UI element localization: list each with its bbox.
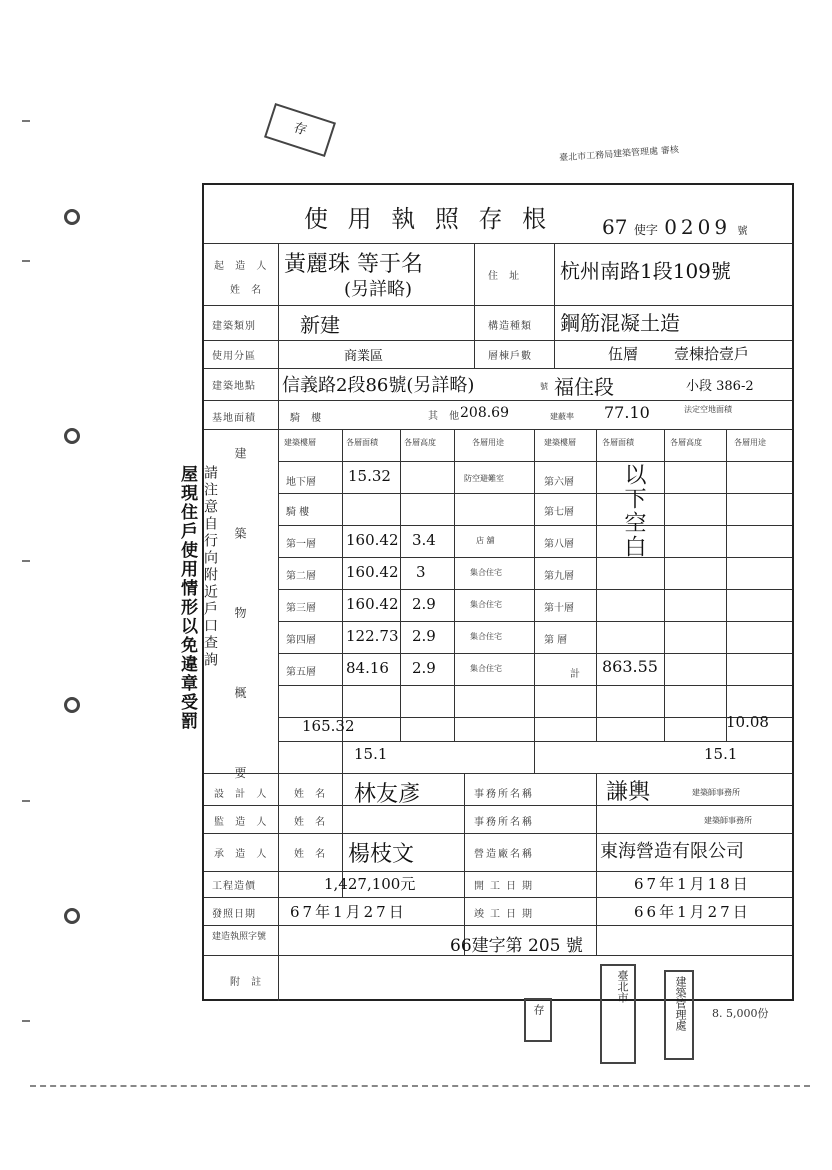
builder-name-label: 姓 名 <box>230 285 266 296</box>
completion-date-label: 竣工日期 <box>474 909 538 920</box>
bottom-stamp <box>524 998 552 1042</box>
outdoor-space-value: 10.08 <box>726 713 769 731</box>
outline-label: 建 築 物 概 要 <box>233 447 247 811</box>
bottom-stamp-text: 臺北市 <box>616 970 629 1003</box>
license-number-block <box>602 215 747 239</box>
form-title: 使 用 執 照 存 根 <box>304 205 553 233</box>
designer-name: 林友彥 <box>354 782 421 807</box>
location-label: 建築地點 <box>212 381 256 392</box>
use-zone-label: 使用分區 <box>212 351 256 362</box>
cost-value: 1,427,100元 <box>324 875 416 893</box>
floor-use: 集合住宅 <box>470 632 502 641</box>
total-area-value: 863.55 <box>602 657 658 676</box>
floor-use: 店 舖 <box>476 536 495 545</box>
floor-height: 2.9 <box>412 627 436 645</box>
other-label: 其 他 <box>428 411 464 422</box>
total-area-label: 計 <box>570 669 580 680</box>
bottom-stamp <box>664 970 694 1060</box>
floor-height: 2.9 <box>412 659 436 677</box>
col-height-header: 各層高度 <box>404 438 436 447</box>
top-stamp-text: 臺北市工務局建築管理處 審核 <box>558 145 680 164</box>
floor-name: 第四層 <box>286 635 316 646</box>
margin-note <box>175 465 200 731</box>
permit-no-label: 建造執照字號 <box>212 932 267 942</box>
floor-use: 集合住宅 <box>470 600 502 609</box>
col-area-header: 各層面積 <box>346 438 378 447</box>
bottom-stamp <box>600 964 636 1064</box>
margin-note-text: 屋現住戶使用情形以免違章受罰 <box>177 465 197 731</box>
designer-office-suffix: 建築師事務所 <box>692 788 740 797</box>
floors-label: 層棟戶數 <box>488 351 532 362</box>
contractor-name-label: 姓 名 <box>294 849 330 860</box>
binding-mark <box>22 800 30 802</box>
start-date-value: 67年1月18日 <box>634 875 751 893</box>
remarks-label: 附 註 <box>230 977 266 988</box>
license-number: 0209 <box>664 215 732 239</box>
permit-number: 66建字第 205 號 <box>450 936 583 956</box>
floor-name: 騎 樓 <box>286 507 310 518</box>
height-total: 15.1 <box>354 745 388 763</box>
bottom-stamp-text: 存 <box>532 1004 545 1015</box>
builder-name: 黃麗珠 等于名 <box>284 252 423 277</box>
binding-mark <box>22 560 30 562</box>
height-total-2: 15.1 <box>704 745 738 763</box>
corner-stamp <box>264 103 336 157</box>
coverage-value: 77.10 <box>604 403 650 422</box>
floor-name: 地下層 <box>286 477 316 488</box>
col-height2-header: 各層高度 <box>670 438 702 447</box>
floor-height: 3.4 <box>412 531 436 549</box>
supervisor-office: 建築師事務所 <box>704 816 752 825</box>
floor-area: 160.42 <box>346 595 399 613</box>
punch-hole <box>64 209 80 225</box>
floor-name-right: 第八層 <box>544 539 574 550</box>
designer-name-label: 姓 名 <box>294 789 330 800</box>
floor-name: 第五層 <box>286 667 316 678</box>
floors-value: 伍層 <box>608 345 639 363</box>
floor-name-right: 第六層 <box>544 477 574 488</box>
binding-mark <box>22 1020 30 1022</box>
completion-date-value: 66年1月27日 <box>634 903 751 921</box>
location-value: 信義路2段86號(另詳略) <box>282 375 475 396</box>
supervisor-label: 監 造 人 <box>214 817 271 828</box>
floor-use: 集合住宅 <box>470 664 502 673</box>
location-suffix: 號 <box>540 382 548 391</box>
contractor-company-label: 營造廠名稱 <box>474 849 534 860</box>
floor-name-right: 第十層 <box>544 603 574 614</box>
floor-height: 2.9 <box>412 595 436 613</box>
basement-area: 165.32 <box>302 717 355 735</box>
right-blank-note: 以下空白 <box>621 463 646 559</box>
structure-type-label: 構造種類 <box>488 321 532 332</box>
floor-area: 160.42 <box>346 563 399 581</box>
floor-name: 第二層 <box>286 571 316 582</box>
floor-name-right: 第九層 <box>544 571 574 582</box>
start-date-label: 開工日期 <box>474 881 538 892</box>
col-floor-header: 建築樓層 <box>284 438 316 447</box>
margin-note-2-text: 請注意自行向附近戶口查詢 <box>202 465 218 669</box>
floor-use: 集合住宅 <box>470 568 502 577</box>
lot-value: 小段 386-2 <box>686 379 754 394</box>
binding-mark <box>22 260 30 262</box>
floor-area: 84.16 <box>346 659 389 677</box>
col-area2-header: 各層面積 <box>602 438 634 447</box>
arcade-label: 騎 樓 <box>290 413 326 424</box>
designer-office-label: 事務所名稱 <box>474 789 534 800</box>
floor-use: 防空避難室 <box>464 474 504 483</box>
address-value: 杭州南路1段109號 <box>560 259 731 283</box>
license-suffix: 號 <box>737 226 748 237</box>
builder-label: 起 造 人 <box>214 261 271 272</box>
floor-area: 15.32 <box>348 467 391 485</box>
corner-stamp-text: 存 <box>291 120 309 139</box>
punch-hole <box>64 428 80 444</box>
contractor-label: 承 造 人 <box>214 849 271 860</box>
punch-hole <box>64 697 80 713</box>
floor-name: 第一層 <box>286 539 316 550</box>
floor-name-right: 第七層 <box>544 507 574 518</box>
builder-name-2: (另詳略) <box>344 279 413 300</box>
approval-date-label: 發照日期 <box>212 909 256 920</box>
use-zone-value: 商業區 <box>344 349 384 364</box>
structure-type-value: 鋼筋混凝土造 <box>560 311 680 335</box>
approval-date-value: 67年1月27日 <box>290 903 407 921</box>
bottom-scan-line <box>30 1085 810 1087</box>
location-section: 福住段 <box>554 375 614 399</box>
legal-open-label: 法定空地面積 <box>684 405 732 414</box>
bottom-stamp-text: 建築管理處 <box>674 976 687 1031</box>
floor-name: 第三層 <box>286 603 316 614</box>
building-class-label: 建築類別 <box>212 321 256 332</box>
supervisor-name-label: 姓 名 <box>294 817 330 828</box>
cost-label: 工程造價 <box>212 881 256 892</box>
license-year: 67 <box>602 215 628 239</box>
households-value: 壹棟拾壹戶 <box>674 345 750 363</box>
site-area-label: 基地面積 <box>212 413 256 424</box>
license-mid: 使字 <box>633 223 658 237</box>
floor-area: 160.42 <box>346 531 399 549</box>
floor-height: 3 <box>416 563 426 581</box>
col-use2-header: 各層用途 <box>734 438 766 447</box>
building-class-value: 新建 <box>300 313 340 337</box>
binding-mark <box>22 120 30 122</box>
designer-label: 設 計 人 <box>214 789 271 800</box>
col-floor2-header: 建築樓層 <box>544 438 576 447</box>
coverage-label: 建蔽率 <box>550 412 574 421</box>
floor-name-right: 第 層 <box>544 635 568 646</box>
contractor-name: 楊枝文 <box>348 842 415 867</box>
print-note: 8. 5,000份 <box>712 1007 769 1020</box>
designer-office: 謙輿 <box>606 780 651 805</box>
contractor-company: 東海營造有限公司 <box>600 841 744 862</box>
col-use-header: 各層用途 <box>472 438 504 447</box>
supervisor-office-label: 事務所名稱 <box>474 817 534 828</box>
license-form <box>202 183 794 1001</box>
site-area-other: 208.69 <box>460 405 509 421</box>
floor-area: 122.73 <box>346 627 399 645</box>
punch-hole <box>64 908 80 924</box>
address-label: 住 址 <box>488 271 524 282</box>
